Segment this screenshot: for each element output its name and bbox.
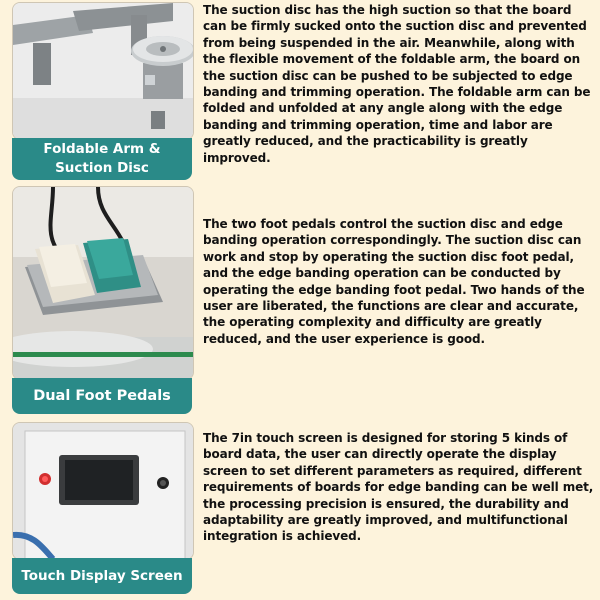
- caption-foldable-arm: Foldable Arm & Suction Disc: [12, 138, 192, 180]
- touch-display-screen-photo: [12, 422, 194, 560]
- description-dual-foot-pedals: The two foot pedals control the suction disc and edge banding operation correspondingly. The suction disc can work and stop by operating the suction disc foot pedal, and the edge banding operation can be conducted by operating the edge banding foot pedal. Two hands of the user are liberated, the functions are clear and accurate, the operating complexity and difficulty are greatly reduced, and the user experience is good.: [203, 217, 585, 346]
- description-touch-display-screen: The 7in touch screen is designed for storing 5 kinds of board data, the user can directly operate the display screen to set different parameters as required, different requirements of boards for edge banding can be well met, the processing precision is ensured, the durability and adaptability are greatly improved, and multifunctional integration is achieved.: [203, 431, 594, 544]
- foldable-arm-suction-disc-photo: [12, 2, 194, 140]
- description-foldable-arm: The suction disc has the high suction so that the board can be firmly sucked onto the suction disc and prevented from being suspended in the air. Meanwhile, along with the flexible movement of the foldable arm, the board on the suction disc can be pushed to be subjected to edge banding and trimming operation. The foldable arm can be folded and unfolded at any angle along with the edge banding and trimming operation, time and labor are greatly reduced, and the practicability is greatly improved.: [203, 3, 591, 165]
- dual-foot-pedals-photo: [12, 186, 194, 380]
- caption-dual-foot-pedals: Dual Foot Pedals: [12, 378, 192, 414]
- caption-touch-display-screen: Touch Display Screen: [12, 558, 192, 594]
